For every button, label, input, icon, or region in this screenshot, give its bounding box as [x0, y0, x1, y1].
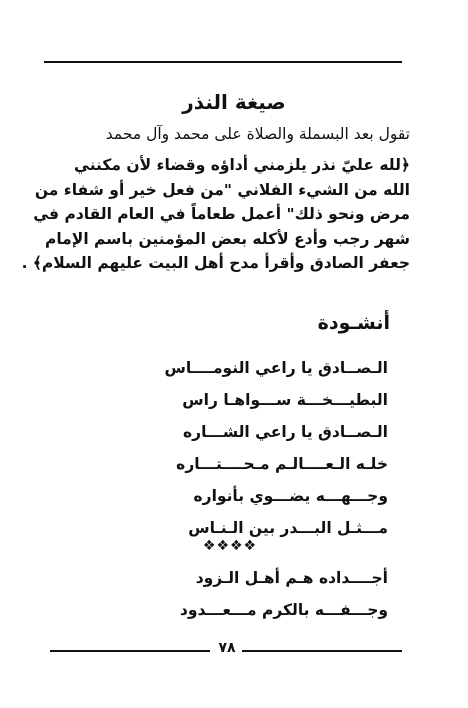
poem-verse: وجـــفـــه بالكرم مـــعـــدود	[179, 601, 388, 619]
page-footer	[44, 640, 402, 660]
poem-title: أنشـودة	[317, 312, 390, 334]
nadhr-line: الله من الشيء الفلاني "من فعل خير أو شفاء من	[34, 180, 410, 199]
poem-verse: البطيـــخـــة ســـواهـا راس	[182, 391, 388, 409]
nadhr-line: مرض ونحو ذلك" أعمل طعاماً في العام القادم في	[33, 205, 410, 223]
poem-verses	[60, 352, 388, 544]
footer-rule-right	[242, 650, 402, 652]
nadhr-line: جعفر الصادق وأقرأ مدح أهل البيت عليهم السلام﴾ .	[21, 254, 410, 272]
poem-verse: وجـــهـــه يضـــوي بأنواره	[193, 487, 388, 505]
top-rule	[44, 61, 402, 63]
intro-line: تقول بعد البسملة والصلاة على محمد وآل محمد	[105, 125, 410, 143]
poem-verse: مـــثـل البـــدر بين الـنـاس	[188, 519, 388, 537]
poem-verse: الـصــادق يا راعي الشـــاره	[183, 423, 388, 441]
nadhr-line: ﴿لله عليّ نذر يلزمني أداؤه وقضاء لأن مكنني	[74, 156, 410, 174]
poem-verse: أجــــداده هـم أهـل الـزود	[195, 569, 388, 587]
page-number: ٧٨	[218, 640, 236, 656]
page-heading: صيغة النذر	[182, 90, 286, 114]
nadhr-formula	[21, 153, 410, 276]
poem-verse: الـصــادق يا راعي النومــــاس	[164, 359, 388, 377]
ornament-separator: ❖❖❖❖	[202, 538, 258, 554]
nadhr-line: شهر رجب وأدع لأكله بعض المؤمنين باسم الإمام	[45, 229, 410, 248]
poem-verses-continued	[60, 562, 388, 626]
footer-rule-left	[50, 650, 210, 652]
poem-verse: خلـه الـعــــالـم مـحــــتـــاره	[176, 455, 388, 473]
